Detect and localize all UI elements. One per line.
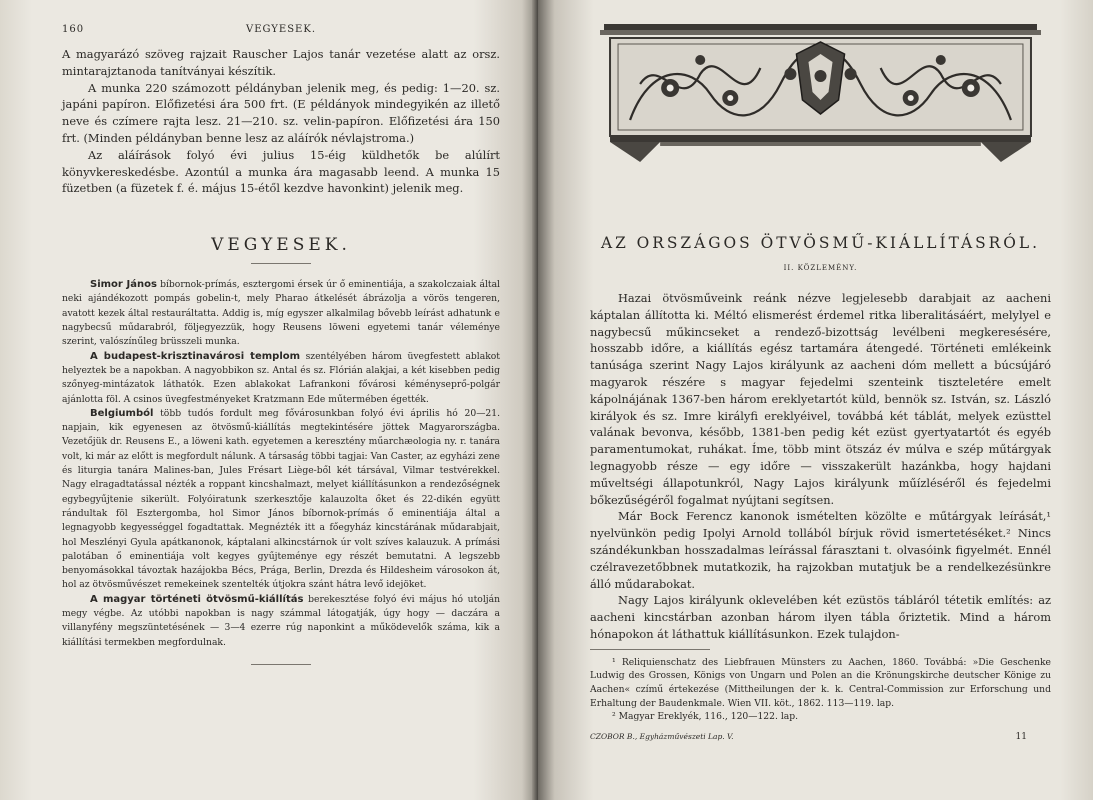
- footnote-2: ² Magyar Ereklyék, 116., 120—122. lap.: [612, 711, 799, 723]
- news-item-kiallitas: [62, 593, 500, 650]
- news-item-text: több tudós fordult meg fővárosunkban folyó évi április hó 20—21. napjain, kik egyenesen az ötvösmű-kiállítás megtekintésére jöttek Magyarországba. Vezetőjük dr. Reusens E., a löweni kath. egyetemen a keresztény műarchæologia ny. r. tanára volt, ki már az előtt is megfordult nálunk. A társaság többi tagjai: Van Caster, az egyházi zene és liturgia tanára Malines-ban, Jules Frésart Liège-ből két társával, Vilmar testvérekkel. Nagy elragadtatással nézték a roppant kincshalmazt, melyet kiállításunkon a rendezőségnek egybegyűjtenie sikerült. Folyóiratunk szerkesztője kalauzolta őket és 22-dikén együtt rándultak föl Esztergomba, hol Simor János bíbornok-prímás ő eminentiája által a legnagyobb kegyességgel fogadtattak. Megnézték itt a főegyház kincstárának műdarabjait, hol Meszlényi Gyula apátkanonok, káptalani alkincstárnok úr volt szíves kalauzuk. A prímási palotában ő eminentiája volt kegyes gyűjteménye egy részét bemutatni. A legszebb benyomásokkal távoztak hazájokba Bécs, Prága, Berlin, Drezda és Hildesheim városokon át, hol az ötvösművészet remekeinek szentelték útjokra szánt hátra levő idejöket.: [62, 407, 500, 591]
- page-footer: [590, 732, 1051, 748]
- section-title-rule: [251, 263, 311, 264]
- sheet-number: 11: [1015, 731, 1027, 742]
- news-item-templom: [62, 350, 500, 407]
- ornamental-banner: [600, 24, 1041, 162]
- footnote-rule: [590, 649, 710, 650]
- news-item-lead: Belgiumból: [90, 407, 154, 419]
- printer-signature: CZOBOR B., Egyházművészeti Lap. V.: [590, 731, 734, 741]
- left-page-number: 160: [62, 24, 85, 35]
- news-item-lead: A budapest-krisztinavárosi templom: [90, 350, 301, 362]
- ornament-icon: [600, 24, 1041, 162]
- news-item-lead: Simor János: [90, 279, 157, 291]
- left-running-head: [62, 24, 500, 46]
- news-item-text: bíbornok-prímás, esztergomi érsek úr ő eminentiája, a szakolczaiak által neki ajándékozott pompás gobelin-t, mely Pharao átkelését ábrázolja a vörös tengeren, avatott kezek által restauráltatta. Addig is, míg egyszer alkalmilag bővebb leírást adhatunk e nagybecsű műdarabról, följegyezzük, hogy Reusens löweni egyetemi tanár véleménye szerint, valószínűleg brüsszeli munka.: [62, 279, 501, 348]
- right-page: [538, 0, 1093, 800]
- intro-paragraph-3: Az aláírások folyó évi julius 15-éig küldhetők be alúlírt könyvkereskedésbe. Azontúl a munka ára magasabb leend. A munka 15 füzetben (a füzetek f. é. május 15-étől kezdve havonkint) jelenik meg.: [62, 147, 500, 196]
- news-item-belgium: [62, 407, 500, 593]
- article-paragraph-2: Már Bock Ferencz kanonok ismételten közölte e műtárgyak leírását,¹ nyelvünkön pedig Ipolyi Arnold tollából bírjuk rövid ismertetéséket.² Nincs szándékunkban hosszadalmas leírással fárasztani t. olvasóink figyelmét. Ennél czélravezetőbbnek mutatkozik, ha rajzokban mutatjuk be a rendelkezésünkre álló műdarabokat.: [590, 509, 1051, 591]
- news-item-lead: A magyar történeti ötvösmű-kiállítás: [90, 593, 304, 605]
- article-paragraph-3: Nagy Lajos királyunk oklevelében két ezüstös tábláról tétetik említés: az aacheni kincstárban azonban három ilyen tábla őriztetik. Mind a három hónapokon át láthattuk kiállításunkon. Ezek tulajdon-: [590, 593, 1051, 641]
- section-title: [62, 235, 500, 264]
- end-rule: [251, 664, 311, 665]
- article-title: AZ ORSZÁGOS ÖTVÖSMŰ-KIÁLLÍTÁSRÓL.: [600, 234, 1041, 252]
- article-paragraph-1: Hazai ötvösműveink reánk nézve legjelesebb darabjait az aacheni káptalan állította ki. Méltó elismerést érdemel ritka liberalitásáért, melylyel e nagybecsű műkincseket a rendező-bizottság levélbeni megkeresésére, hosszabb időre, a kiállítás egész tartamára átengedé. Történeti emlékeink tanúsága szerint Nagy Lajos királyunk az aacheni dóm mellett a búcsújáró magyarok részére s magyar fejedelmi szenteink tiszteletére emelt kápolnájának 1367-ben három ereklyetartót küld, bennök sz. István, sz. László királyok és sz. Imre királyfi ereklyéivel, továbbá két táblát, melyek ezüsttel valának bevonva, később, 1381-ben pedig két ezüst gyertyatartót és egyéb paramentumokat, ruhákat. Íme, több mint ötszáz év múlva e szép műtárgyak legnagyobb része — egy időre — visszakerült hazánkba, hogy hajdani műveltségi állapotunkról, Nagy Lajos királyunk műízléséről és fejedelmi bőkezűségéről fogalmat nyújtani segítsen.: [590, 291, 1051, 507]
- left-page: [0, 0, 538, 800]
- left-running-title: VEGYESEK.: [245, 24, 317, 35]
- intro-paragraph-2: A munka 220 számozott példányban jelenik meg, és pedig: 1—20. sz. japáni papíron. Előfizetési ára 500 frt. (E példányok mindegyikén az illető neve és czímere rajta lesz. 21—210. sz. velin-papíron. Előfizetési ára 150 frt. (Minden példányban benne lesz az aláírók névlajstroma.): [62, 80, 500, 145]
- article-subtitle: II. KÖZLEMÉNY.: [783, 264, 858, 272]
- news-item-text: szentélyében három üvegfestett ablakot helyeztek be a napokban. A nagyobbikon sz. Antal és sz. Flórián alakjai, a két kisebben pedig szőnyeg-mintázatok láthatók. Ezen ablakokat Lafrankoni fővárosi kéményseprő-polgár ajánlotta föl. A csinos üvegfestményeket Kratzmann Ede műtermében égették.: [62, 350, 501, 405]
- news-item-text: berekesztése folyó évi május hó utolján megy végbe. Az utóbbi napokban is nagy számmal látogatják, úgy hogy — daczára a villanyfény megszüntetésének — 3—4 ezerre rúg naponkint a működevelők száma, kik a kiállítási termekben megfordulnak.: [62, 593, 501, 648]
- footnote-1: ¹ Reliquienschatz des Liebfrauen Münsters zu Aachen, 1860. Továbbá: »Die Geschenke Ludwig des Grossen, Königs von Ungarn und Polen an die Krönungskirche deutscher Könige zu Aachen« czímű értekezése (Mittheilungen der k. k. Central-Commission zur Erforschung und Erhaltung der Baudenkmale. Wien VII. köt., 1862. 113—119. lap.: [590, 656, 1051, 709]
- section-title-text: VEGYESEK.: [211, 235, 351, 256]
- news-item-simor: [62, 278, 500, 349]
- intro-paragraph-1: A magyarázó szöveg rajzait Rauscher Lajos tanár vezetése alatt az orsz. mintarajztanoda tanítványai készítik.: [62, 47, 500, 78]
